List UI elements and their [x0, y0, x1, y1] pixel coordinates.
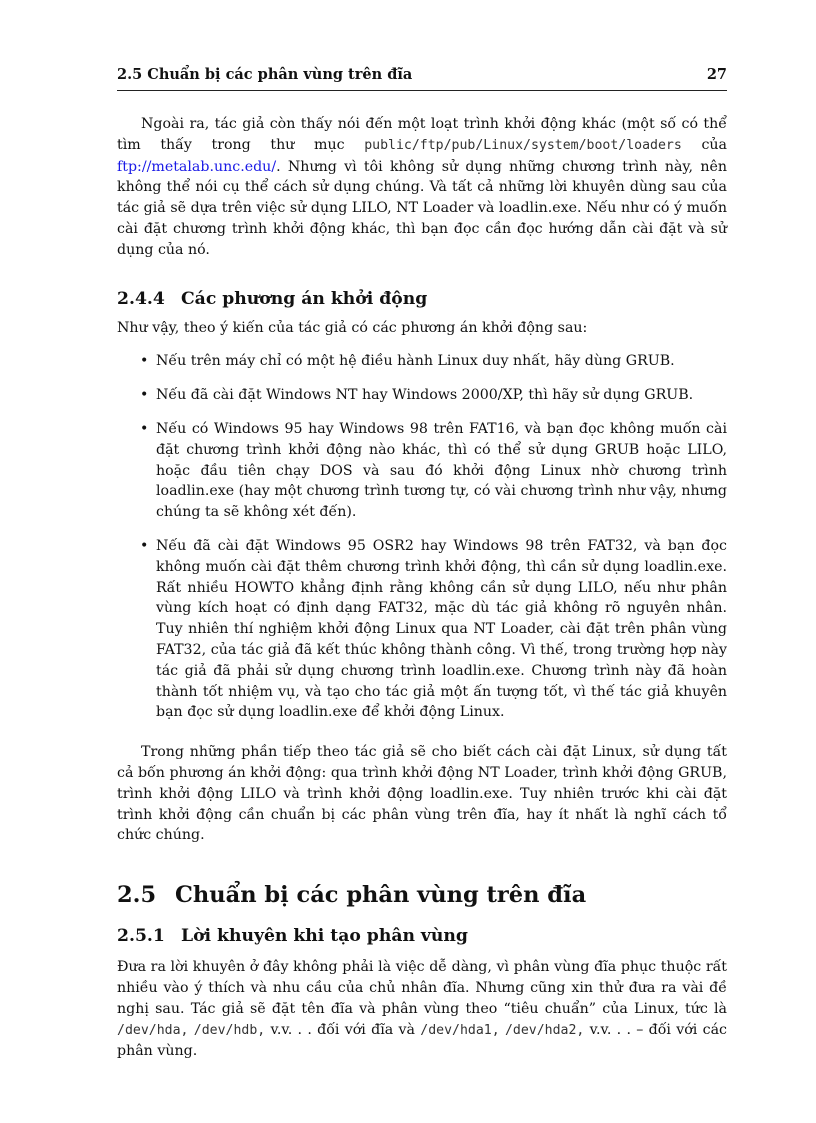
section-title: Chuẩn bị các phân vùng trên đĩa — [175, 882, 587, 909]
list-item-text: Nếu trên máy chỉ có một hệ điều hành Linux duy nhất, hãy dùng GRUB. — [156, 353, 675, 370]
list-item — [117, 536, 727, 723]
list-item-text: Nếu có Windows 95 hay Windows 98 trên FAT16, và bạn đọc không muốn cài đặt chương trình khởi động nào khác, thì có thể sử dụng GRUB hoặc LILO, hoặc đầu tiên chạy DOS và sau đó khởi động Linux nhờ chương trình loadlin.exe (hay một chương trình tương tự, có vài chương trình như vậy, nhưng chúng ta sẽ không xét đến). — [156, 420, 727, 521]
subsection-title: Lời khuyên khi tạo phân vùng — [181, 926, 468, 947]
boot-options-list — [117, 351, 727, 723]
metalab-link[interactable]: ftp://metalab.unc.edu/ — [117, 158, 277, 175]
header-section-title: 2.5 Chuẩn bị các phân vùng trên đĩa — [117, 66, 413, 83]
device-hdb: /dev/hdb, — [193, 1022, 266, 1038]
bullet-icon: • — [140, 387, 149, 404]
intro-text-3: . Nhưng vì tôi không sử dụng những chương trình này, nên không thể nói cụ thể cách sử dụng chúng. Và tất cả những lời khuyên dùng sau của tác giả sẽ dựa trên việc sử dụng LILO, NT Loader và loadlin.exe. Nếu như có ý muốn cài đặt chương trình khởi động khác, thì bạn đọc cần đọc hướng dẫn cài đặt và sử dụng của nó. — [117, 158, 727, 258]
list-item — [117, 419, 727, 523]
closing-paragraph: Trong những phần tiếp theo tác giả sẽ cho biết cách cài đặt Linux, sử dụng tất cả bốn phương án khởi động: qua trình khởi động NT Loader, trình khởi động GRUB, trình khởi động LILO và trình khởi động loadlin.exe. Tuy nhiên trước khi cài đặt trình khởi động cần chuẩn bị các phân vùng trên đĩa, hay ít nhất là nghĩ cách tổ chức chúng. — [117, 744, 727, 844]
subsection-number: 2.4.4 — [117, 288, 165, 309]
list-item-text: Nếu đã cài đặt Windows 95 OSR2 hay Windows 98 trên FAT32, và bạn đọc không muốn cài đặt thêm chương trình khởi động, thì cần sử dụng loadlin.exe. Rất nhiều HOWTO khẳng định rằng không cần sử dụng LILO, nếu như phân vùng kích hoạt có định dạng FAT32, mặc dù tác giả không rõ nguyên nhân. Tuy nhiên thí nghiệm khởi động Linux qua NT Loader, cài đặt trên phân vùng FAT32, của tác giả đã kết thúc không thành công. Vì thế, trong trường hợp này tác giả đã phải sử dụng chương trình loadlin.exe. Chương trình này đã hoàn thành tốt nhiệm vụ, và tạo cho tác giả một ấn tượng tốt, vì thế tác giả khuyên bạn đọc sử dụng loadlin.exe để khởi động Linux. — [156, 537, 727, 721]
subsection-heading-2-5-1 — [117, 924, 727, 948]
running-header — [117, 64, 727, 91]
page-body — [117, 114, 727, 1062]
subsection-title: Các phương án khởi động — [181, 288, 428, 309]
section-heading-2-5 — [117, 880, 727, 910]
list-item — [117, 351, 727, 372]
device-hda1: /dev/hda1, — [420, 1022, 500, 1038]
subsection-heading-2-4-4 — [117, 287, 727, 311]
partition-advice-paragraph — [117, 957, 727, 1062]
bullet-icon: • — [140, 537, 149, 554]
advice-text-2: v.v. . . đối với đĩa và — [265, 1021, 421, 1038]
intro-text-2: của — [681, 136, 727, 153]
bullet-icon: • — [140, 353, 149, 370]
bullet-icon: • — [140, 420, 149, 437]
list-item-text: Nếu đã cài đặt Windows NT hay Windows 2000/XP, thì hãy sử dụng GRUB. — [156, 387, 694, 404]
page-number: 27 — [706, 66, 727, 83]
intro-text-1: Ngoài ra, tác giả còn thấy nói đến một loạt trình khởi động khác (một số có thể tìm thấy trong thư mục — [117, 116, 727, 153]
loaders-path: public/ftp/pub/Linux/system/boot/loaders — [364, 137, 682, 153]
subsection-number: 2.5.1 — [117, 926, 165, 947]
device-hda2: /dev/hda2, — [504, 1022, 585, 1038]
list-item — [117, 385, 727, 406]
intro-paragraph — [117, 114, 727, 261]
advice-text-3: v.v. . . – đối với các phân vùng. — [117, 1021, 727, 1060]
options-lead: Như vậy, theo ý kiến của tác giả có các phương án khởi động sau: — [117, 319, 588, 336]
advice-text-1: Đưa ra lời khuyên ở đây không phải là việc dễ dàng, vì phân vùng đĩa phục thuộc rất nhiều vào ý thích và nhu cầu của chủ nhân đĩa. Nhưng cũng xin thử đưa ra vài đề nghị sau. Tác giả sẽ đặt tên đĩa và phân vùng theo “tiêu chuẩn” của Linux, tức là — [117, 959, 727, 1017]
section-number: 2.5 — [117, 882, 157, 909]
device-hda: /dev/hda, — [117, 1022, 189, 1038]
